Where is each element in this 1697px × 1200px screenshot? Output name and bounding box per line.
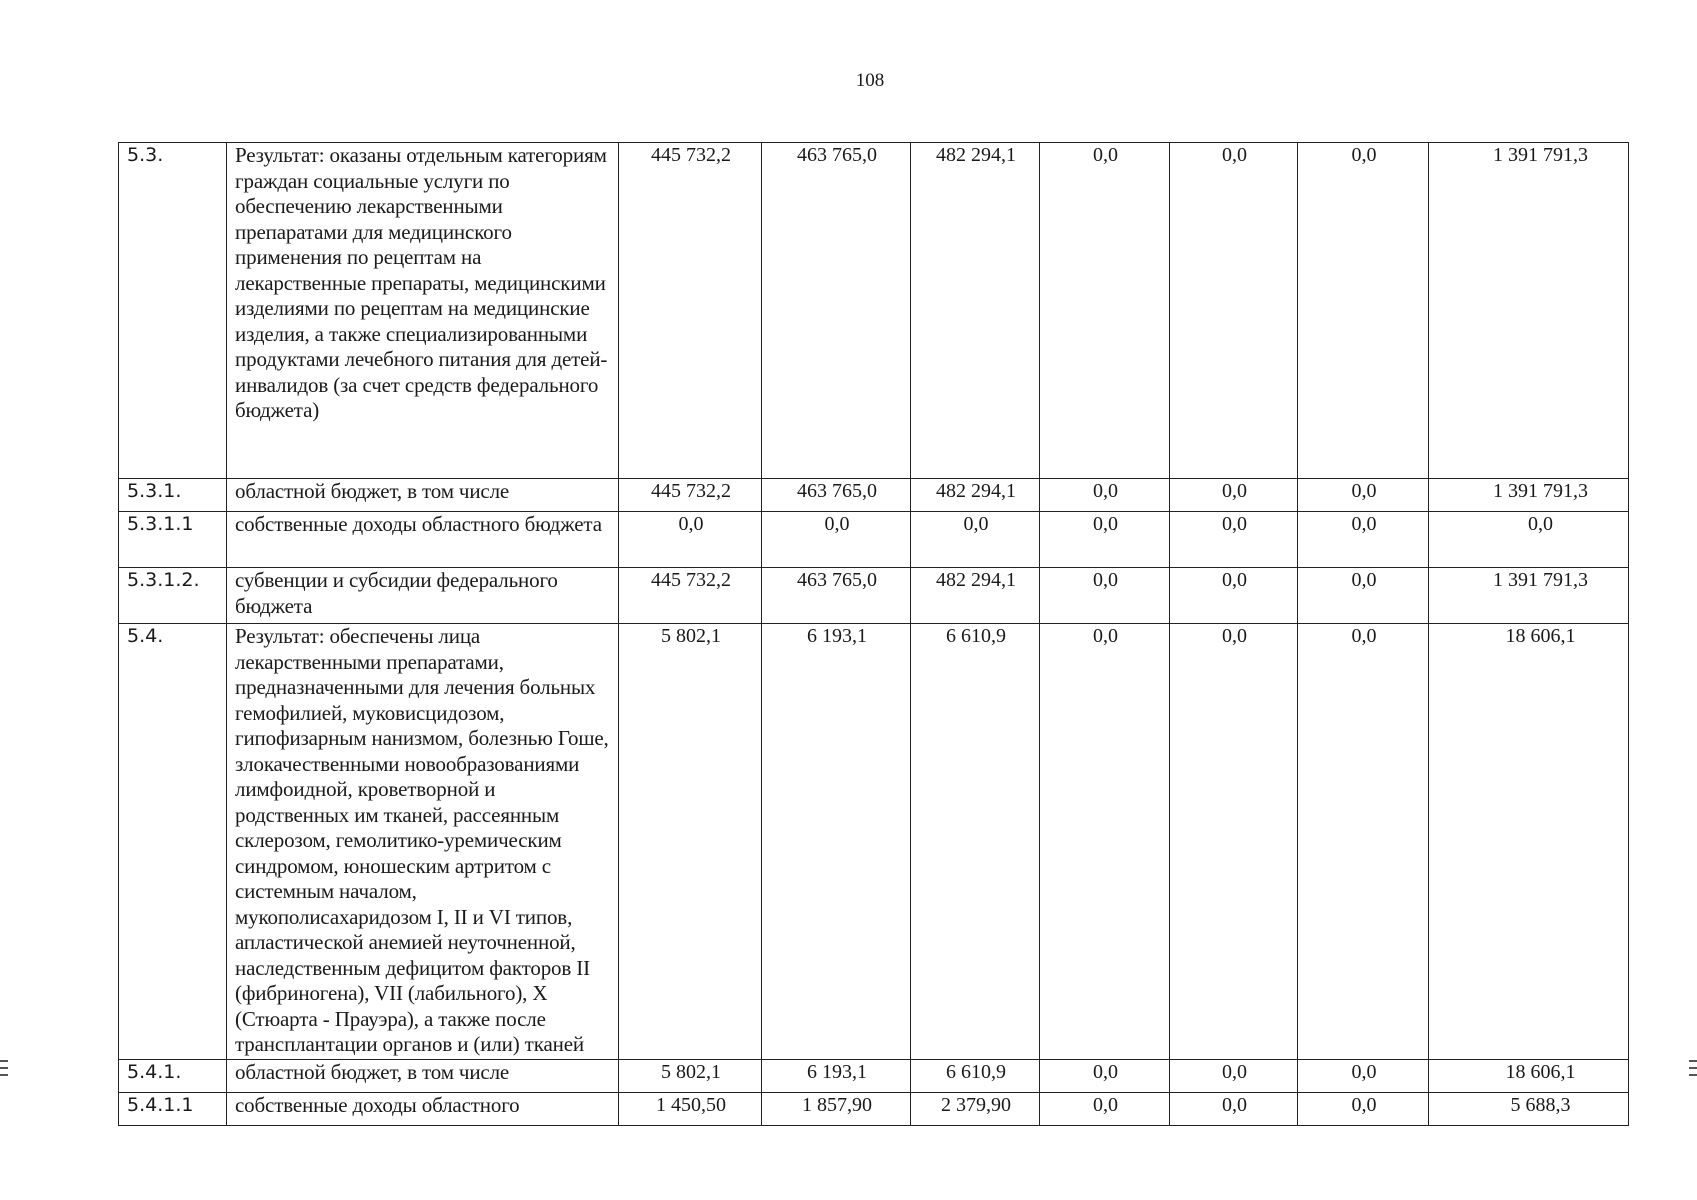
cell-value: 0,0: [1170, 143, 1298, 479]
row-code: 5.3.: [119, 143, 227, 479]
cell-total: 1 391 791,3: [1429, 568, 1629, 624]
row-description: Результат: обеспечены лица лекарственными препаратами, предназначенными для лечения больных гемофилией, муковисцидозом, гипофизарным нанизмом, болезнью Гоше, злокачественными новообразованиями лимфоидной, кроветворной и родственных им тканей, рассеянным склерозом, гемолитико-уремическим синдромом, юношеским артритом с системным началом, мукополисахаридозом I, II и VI типов, апластической анемией неуточненной, наследственным дефицитом факторов II (фибриногена), VII (лабильного), X (Стюарта - Прауэра), а также после трансплантации органов и (или) тканей: [227, 624, 619, 1060]
cell-value: 445 732,2: [619, 143, 762, 479]
row-code: 5.4.1.1: [119, 1092, 227, 1125]
cell-value: 0,0: [1170, 479, 1298, 512]
table-row: [119, 143, 1629, 479]
left-edge-marks: [0, 1060, 8, 1086]
cell-value: 5 802,1: [619, 624, 762, 1060]
cell-value: 482 294,1: [911, 143, 1040, 479]
cell-value: 445 732,2: [619, 479, 762, 512]
cell-value: 2 379,90: [911, 1092, 1040, 1125]
page-number: 108: [855, 70, 885, 91]
cell-value: 0,0: [1298, 568, 1429, 624]
cell-value: 0,0: [1170, 568, 1298, 624]
table-row: [119, 479, 1629, 512]
row-code: 5.4.1.: [119, 1059, 227, 1092]
row-code: 5.4.: [119, 624, 227, 1060]
cell-value: 482 294,1: [911, 479, 1040, 512]
cell-value: 0,0: [1040, 568, 1170, 624]
cell-value: 445 732,2: [619, 568, 762, 624]
cell-total: 0,0: [1429, 512, 1629, 568]
cell-value: 5 802,1: [619, 1059, 762, 1092]
table-row: [119, 512, 1629, 568]
cell-value: 6 193,1: [762, 624, 911, 1060]
cell-value: 0,0: [1170, 512, 1298, 568]
cell-value: 463 765,0: [762, 143, 911, 479]
cell-value: 0,0: [911, 512, 1040, 568]
cell-value: 0,0: [1040, 624, 1170, 1060]
cell-value: 0,0: [1298, 624, 1429, 1060]
cell-value: 463 765,0: [762, 479, 911, 512]
cell-total: 1 391 791,3: [1429, 143, 1629, 479]
cell-value: 0,0: [1040, 143, 1170, 479]
cell-value: 1 450,50: [619, 1092, 762, 1125]
cell-value: 0,0: [1298, 512, 1429, 568]
row-description: собственные доходы областного: [227, 1092, 619, 1125]
cell-value: 0,0: [1170, 1059, 1298, 1092]
cell-value: 0,0: [1298, 143, 1429, 479]
cell-total: 5 688,3: [1429, 1092, 1629, 1125]
cell-value: 0,0: [1298, 479, 1429, 512]
cell-value: 482 294,1: [911, 568, 1040, 624]
budget-table: [118, 142, 1629, 1126]
row-code: 5.3.1.1: [119, 512, 227, 568]
row-code: 5.3.1.2.: [119, 568, 227, 624]
cell-value: 0,0: [619, 512, 762, 568]
row-description: собственные доходы областного бюджета: [227, 512, 619, 568]
row-description: областной бюджет, в том числе: [227, 479, 619, 512]
row-description: Результат: оказаны отдельным категориям граждан социальные услуги по обеспечению лекарственными препаратами для медицинского применения по рецептам на лекарственные препараты, медицинскими изделиями по рецептам на медицинские изделия, а также специализированными продуктами лечебного питания для детей-инвалидов (за счет средств федерального бюджета): [227, 143, 619, 479]
table-row: [119, 1059, 1629, 1092]
row-code: 5.3.1.: [119, 479, 227, 512]
cell-total: 18 606,1: [1429, 624, 1629, 1060]
cell-value: 0,0: [1040, 512, 1170, 568]
cell-value: 0,0: [1040, 1092, 1170, 1125]
cell-value: 0,0: [1040, 479, 1170, 512]
cell-value: 6 610,9: [911, 624, 1040, 1060]
cell-value: 0,0: [1298, 1059, 1429, 1092]
cell-value: 1 857,90: [762, 1092, 911, 1125]
table-row: [119, 1092, 1629, 1125]
cell-value: 0,0: [1298, 1092, 1429, 1125]
right-edge-marks: [1689, 1060, 1697, 1086]
cell-value: 6 610,9: [911, 1059, 1040, 1092]
cell-value: 463 765,0: [762, 568, 911, 624]
cell-value: 6 193,1: [762, 1059, 911, 1092]
cell-total: 18 606,1: [1429, 1059, 1629, 1092]
cell-value: 0,0: [1170, 1092, 1298, 1125]
row-description: субвенции и субсидии федерального бюджета: [227, 568, 619, 624]
cell-total: 1 391 791,3: [1429, 479, 1629, 512]
table-row: [119, 568, 1629, 624]
table-row: [119, 624, 1629, 1060]
cell-value: 0,0: [762, 512, 911, 568]
cell-value: 0,0: [1170, 624, 1298, 1060]
row-description: областной бюджет, в том числе: [227, 1059, 619, 1092]
cell-value: 0,0: [1040, 1059, 1170, 1092]
